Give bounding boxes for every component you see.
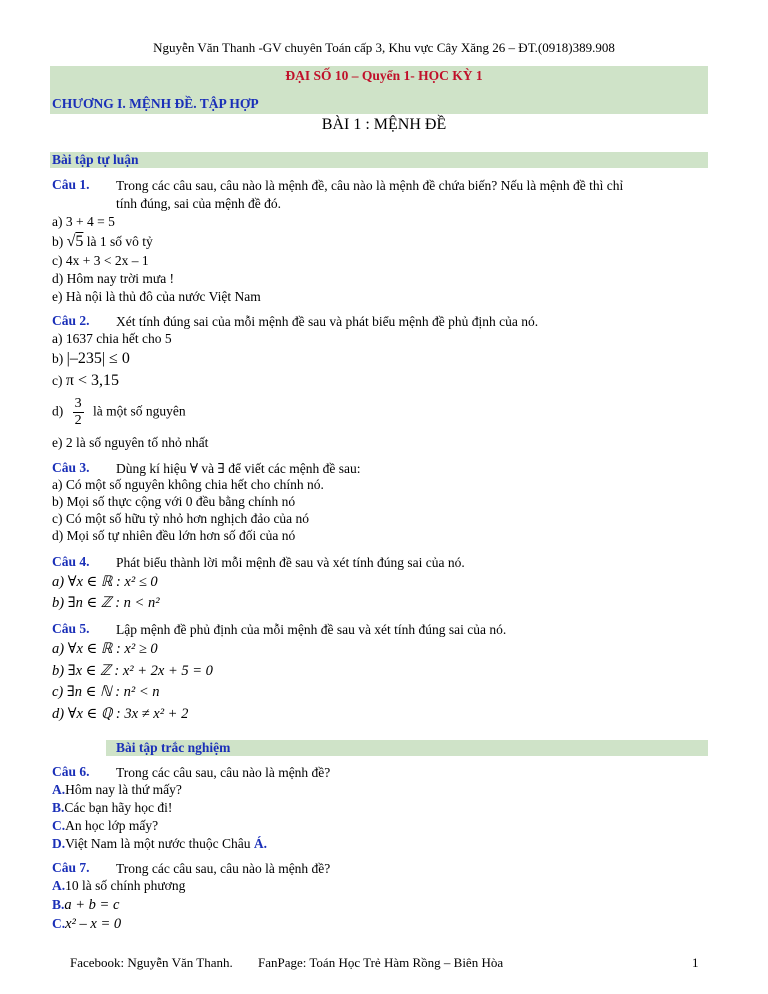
q2-d-numerator: 3 bbox=[74, 396, 82, 411]
q7-b-letter: B. bbox=[52, 897, 65, 912]
sqrt-symbol: √5 bbox=[66, 233, 84, 250]
q7-c-text: x² – x = 0 bbox=[65, 916, 122, 932]
q6-label: Câu 6. bbox=[52, 764, 90, 779]
chapter-title: CHƯƠNG I. MỆNH ĐỀ. TẬP HỢP bbox=[52, 96, 259, 111]
q2-e: e) 2 là số nguyên tố nhỏ nhất bbox=[52, 435, 209, 450]
q2-c-prefix: c) bbox=[52, 373, 63, 388]
q7-option-a[interactable] bbox=[52, 878, 185, 894]
q1-b-radicand: 5 bbox=[75, 233, 84, 250]
q6-d-end: Á. bbox=[253, 836, 267, 851]
essay-band bbox=[50, 152, 708, 168]
page-header: Nguyễn Văn Thanh -GV chuyên Toán cấp 3, Khu vực Cây Xăng 26 – ĐT.(0918)389.908 bbox=[153, 40, 615, 55]
q1-b bbox=[52, 233, 153, 251]
q2-b bbox=[52, 350, 130, 368]
q2-a: a) 1637 chia hết cho 5 bbox=[52, 331, 172, 346]
q6-option-b[interactable] bbox=[52, 800, 172, 816]
q2-d-denominator: 2 bbox=[74, 413, 82, 428]
page-number: 1 bbox=[692, 955, 699, 970]
q1-stem-line2: tính đúng, sai của mệnh đề đó. bbox=[116, 196, 281, 211]
q1-stem bbox=[116, 177, 708, 213]
q1-e: e) Hà nội là thủ đô của nước Việt Nam bbox=[52, 289, 261, 304]
q3-label: Câu 3. bbox=[52, 460, 90, 475]
q6-c-text: An học lớp mấy? bbox=[65, 818, 159, 833]
q2-label: Câu 2. bbox=[52, 313, 90, 328]
q6-option-a[interactable] bbox=[52, 782, 182, 798]
q7-option-c[interactable] bbox=[52, 916, 121, 933]
q6-option-d[interactable] bbox=[52, 836, 267, 852]
footer-facebook: Facebook: Nguyễn Văn Thanh. bbox=[70, 955, 233, 970]
q4-a: a) ∀x ∈ ℝ : x² ≤ 0 bbox=[52, 574, 158, 590]
q7-a-letter: A. bbox=[52, 878, 66, 893]
q7-a-text: 10 là số chính phương bbox=[65, 878, 186, 893]
q2-d-prefix: d) bbox=[52, 403, 64, 419]
q6-a-letter: A. bbox=[52, 782, 66, 797]
q6-b-text: Các bạn hãy học đi! bbox=[64, 800, 173, 815]
q1-c: c) 4x + 3 < 2x – 1 bbox=[52, 253, 149, 268]
q3-stem: Dùng kí hiệu ∀ và ∃ để viết các mệnh đề sau: bbox=[116, 461, 361, 476]
q5-stem: Lập mệnh đề phủ định của mỗi mệnh đề sau và xét tính đúng sai của nó. bbox=[116, 622, 507, 637]
section-mc: Bài tập trắc nghiệm bbox=[116, 740, 231, 755]
q6-stem: Trong các câu sau, câu nào là mệnh đề? bbox=[116, 765, 331, 780]
q1-d: d) Hôm nay trời mưa ! bbox=[52, 271, 175, 286]
q6-option-c[interactable] bbox=[52, 818, 158, 834]
lesson-title: BÀI 1 : MỆNH ĐỀ bbox=[321, 116, 447, 133]
q7-c-letter: C. bbox=[52, 916, 66, 931]
q6-d-text: Việt Nam là một nước thuộc Châu bbox=[65, 836, 251, 851]
q2-d-text: là một số nguyên bbox=[93, 403, 186, 419]
q2-c bbox=[52, 372, 119, 390]
q3-a: a) Có một số nguyên không chia hết cho chính nó. bbox=[52, 477, 324, 492]
book-title: ĐẠI SỐ 10 – Quyển 1- HỌC KỲ 1 bbox=[285, 68, 483, 83]
q5-a: a) ∀x ∈ ℝ : x² ≥ 0 bbox=[52, 641, 158, 657]
q2-c-math: π < 3,15 bbox=[65, 372, 119, 389]
q7-stem: Trong các câu sau, câu nào là mệnh đề? bbox=[116, 861, 331, 876]
q6-a-text: Hôm nay là thứ mấy? bbox=[65, 782, 182, 797]
q5-label: Câu 5. bbox=[52, 621, 90, 636]
q3-b: b) Mọi số thực cộng với 0 đều bằng chính nó bbox=[52, 494, 296, 509]
q4-label: Câu 4. bbox=[52, 554, 90, 569]
q7-option-b[interactable] bbox=[52, 897, 119, 914]
q4-b: b) ∃n ∈ ℤ : n < n² bbox=[52, 595, 160, 611]
q1-b-text: là 1 số vô tỷ bbox=[86, 234, 153, 249]
q5-c: c) ∃n ∈ ℕ : n² < n bbox=[52, 684, 160, 700]
q1-label: Câu 1. bbox=[52, 177, 90, 192]
q1-b-prefix: b) bbox=[52, 234, 64, 249]
q5-d: d) ∀x ∈ ℚ : 3x ≠ x² + 2 bbox=[52, 706, 189, 722]
q2-b-math: |–235| ≤ 0 bbox=[66, 350, 130, 367]
q5-b: b) ∃x ∈ ℤ : x² + 2x + 5 = 0 bbox=[52, 663, 213, 679]
q6-c-letter: C. bbox=[52, 818, 66, 833]
q6-d-letter: D. bbox=[52, 836, 66, 851]
q7-label: Câu 7. bbox=[52, 860, 90, 875]
q3-c: c) Có một số hữu tỷ nhỏ hơn nghịch đảo của nó bbox=[52, 511, 310, 526]
section-essay: Bài tập tự luận bbox=[52, 152, 139, 167]
q3-d: d) Mọi số tự nhiên đều lớn hơn số đối của nó bbox=[52, 528, 296, 543]
q2-b-prefix: b) bbox=[52, 351, 64, 366]
q2-stem: Xét tính đúng sai của mỗi mệnh đề sau và phát biểu mệnh đề phủ định của nó. bbox=[116, 314, 539, 329]
q6-b-letter: B. bbox=[52, 800, 65, 815]
q1-stem-line1: Trong các câu sau, câu nào là mệnh đề, câu nào là mệnh đề chứa biến? Nếu là mệnh đề thì chỉ bbox=[116, 178, 624, 193]
footer-fanpage: FanPage: Toán Học Trẻ Hàm Rồng – Biên Hòa bbox=[258, 955, 504, 970]
q2-d bbox=[52, 396, 186, 429]
q7-b-text: a + b = c bbox=[64, 897, 120, 913]
q4-stem: Phát biểu thành lời mỗi mệnh đề sau và xét tính đúng sai của nó. bbox=[116, 555, 465, 570]
q2-d-fraction bbox=[73, 396, 84, 429]
q1-a: a) 3 + 4 = 5 bbox=[52, 214, 115, 229]
